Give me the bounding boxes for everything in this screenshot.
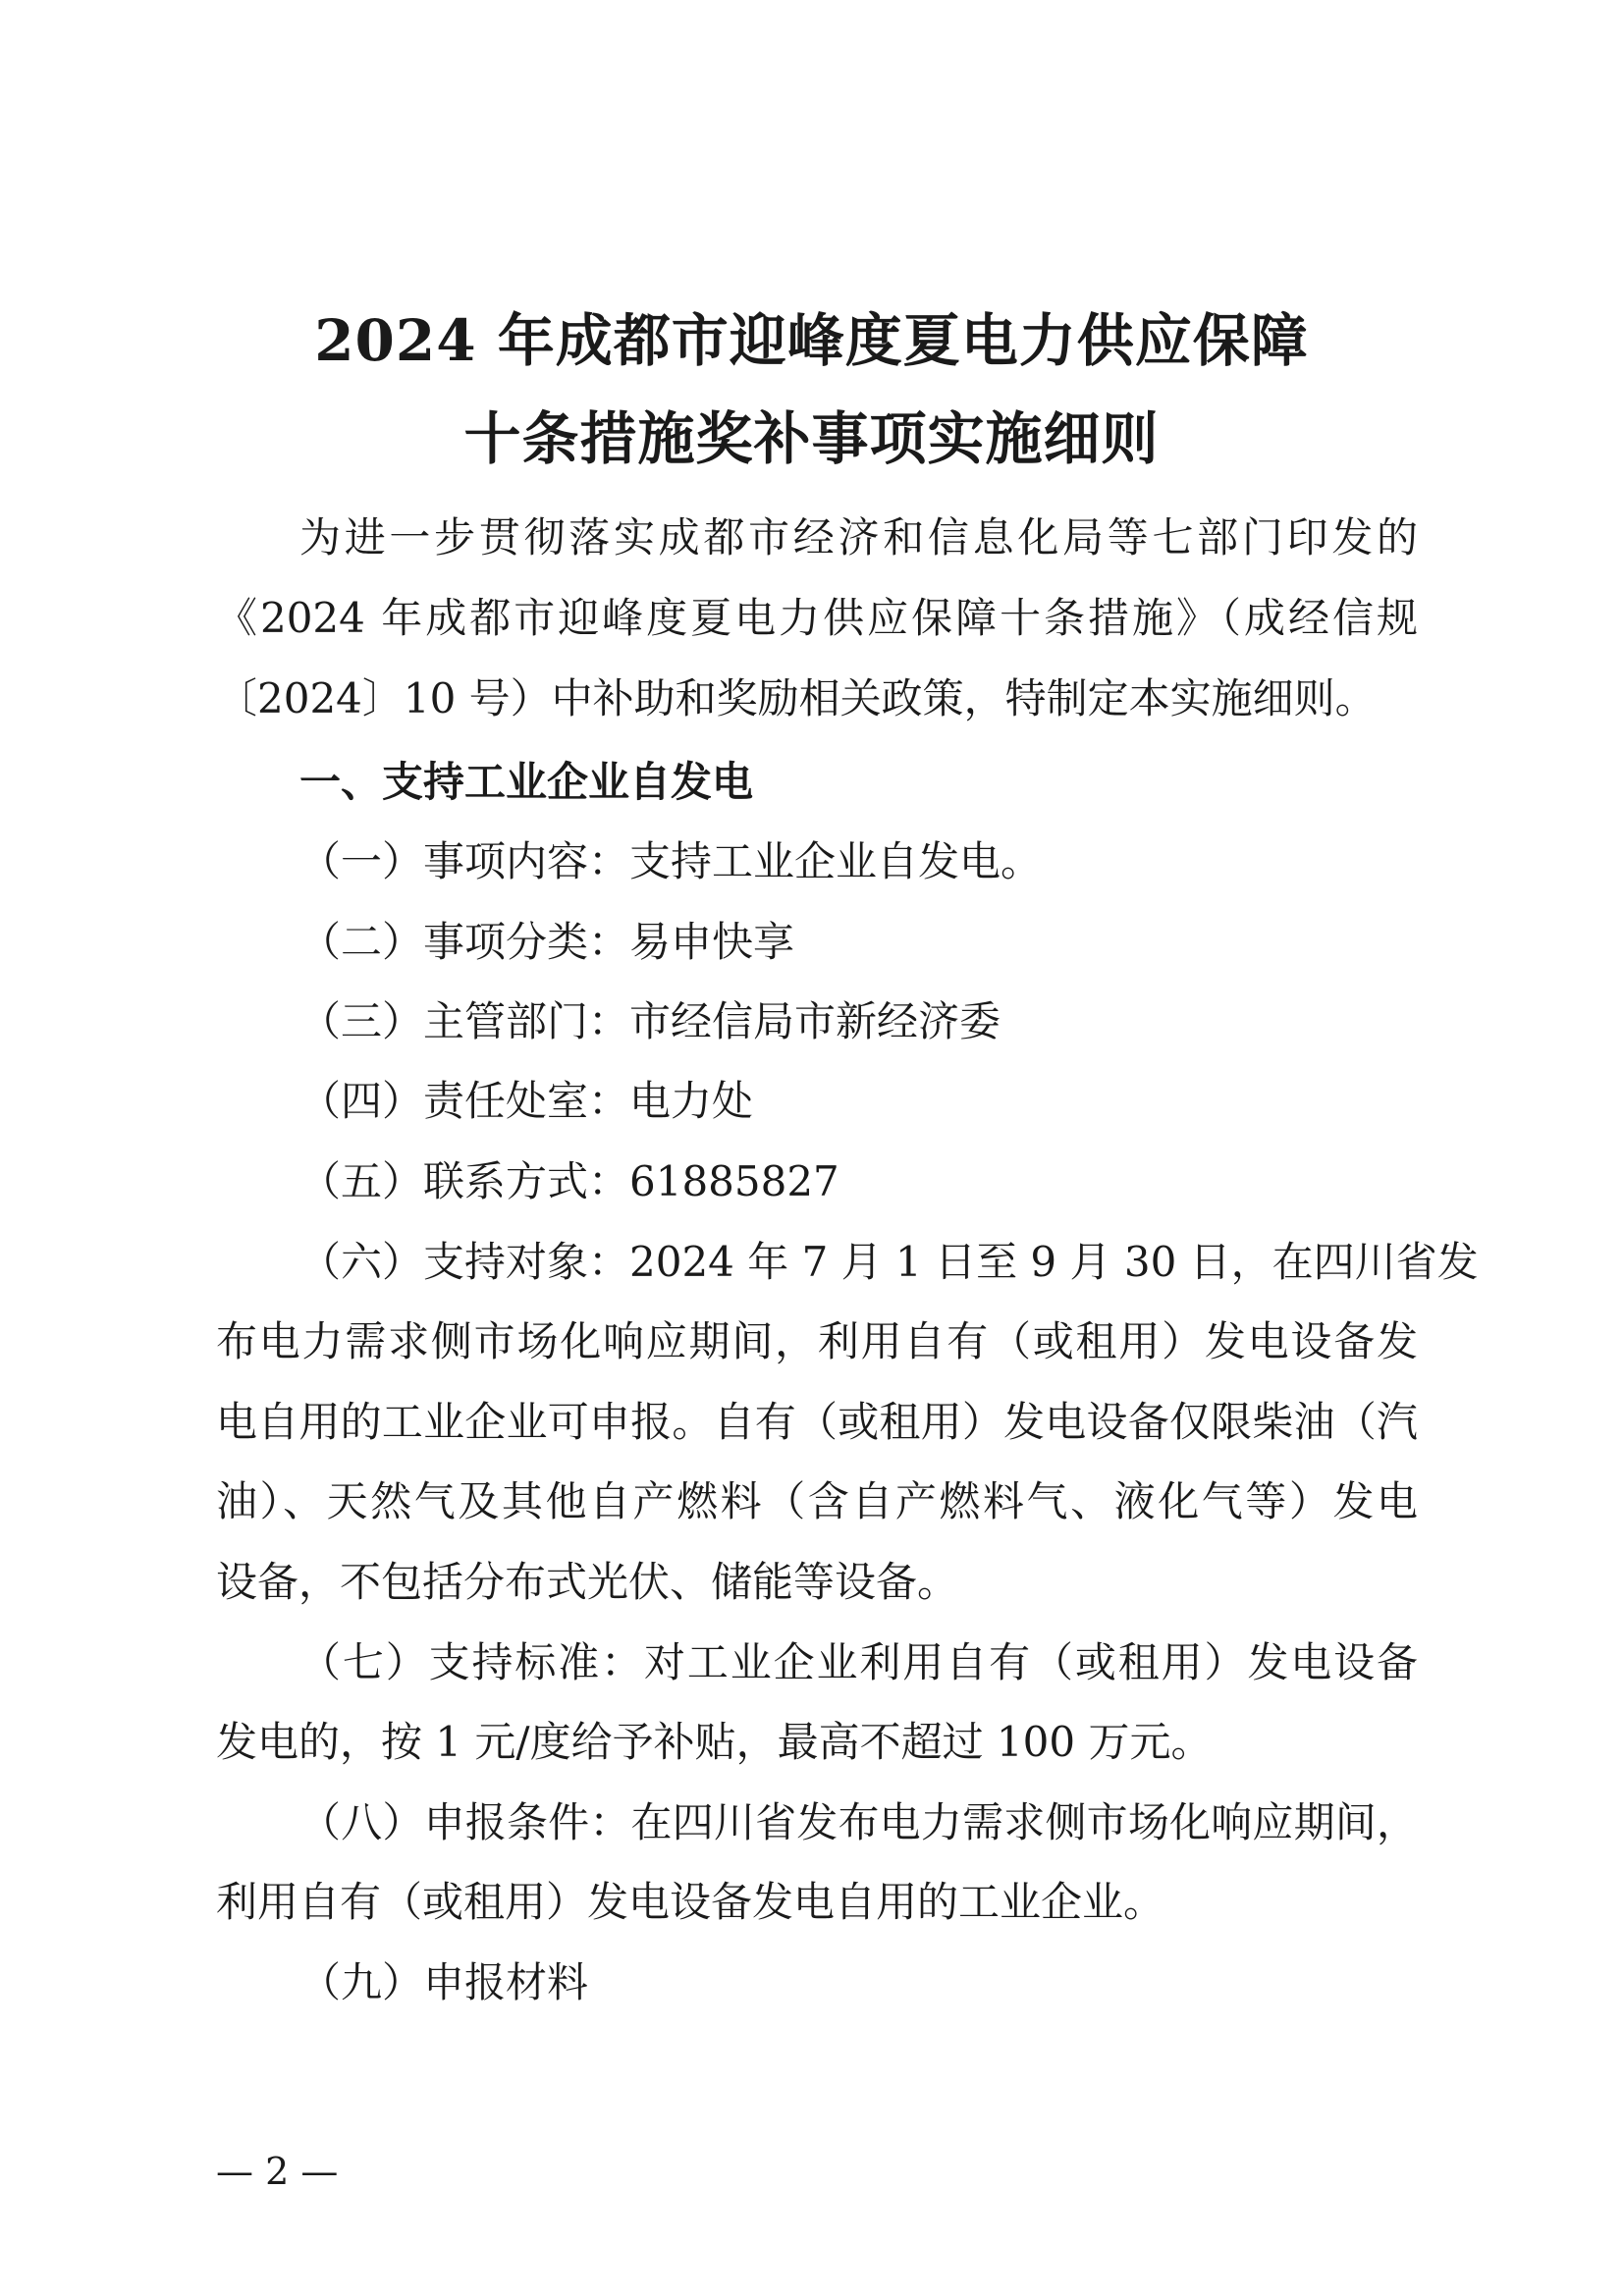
item-materials: （九）申报材料 bbox=[299, 1958, 589, 2006]
item-support-target-line-5: 设备，不包括分布式光伏、储能等设备。 bbox=[216, 1558, 959, 1606]
item-conditions-line-1: （八）申报条件：在四川省发布电力需求侧市场化响应期间， bbox=[299, 1798, 1418, 1846]
item-support-standard-line-2: 发电的，按 1 元/度给予补贴，最高不超过 100 万元。 bbox=[216, 1718, 1213, 1766]
item-office: （四）责任处室：电力处 bbox=[299, 1077, 754, 1125]
page-number: — 2 — bbox=[216, 2150, 339, 2193]
item-support-target-line-1: （六）支持对象：2024 年 7 月 1 日至 9 月 30 日，在四川省发 bbox=[299, 1238, 1479, 1286]
item-department: （三）主管部门：市经信局市新经济委 bbox=[299, 997, 1001, 1045]
document-title-line-1: 2024 年成都市迎峰度夏电力供应保障 bbox=[314, 307, 1309, 374]
item-contact: （五）联系方式：61885827 bbox=[299, 1157, 839, 1205]
item-category: （二）事项分类：易申快享 bbox=[299, 918, 795, 966]
intro-line-3: 〔2024〕10 号）中补助和奖励相关政策，特制定本实施细则。 bbox=[216, 674, 1377, 722]
item-content: （一）事项内容：支持工业企业自发电。 bbox=[299, 837, 1043, 885]
item-support-target-line-3: 电自用的工业企业可申报。自有（或租用）发电设备仅限柴油（汽 bbox=[216, 1398, 1418, 1446]
intro-line-2: 《2024 年成都市迎峰度夏电力供应保障十条措施》（成经信规 bbox=[216, 594, 1418, 642]
section-heading: 一、支持工业企业自发电 bbox=[299, 758, 754, 806]
intro-line-1: 为进一步贯彻落实成都市经济和信息化局等七部门印发的 bbox=[299, 513, 1418, 561]
item-conditions-line-2: 利用自有（或租用）发电设备发电自用的工业企业。 bbox=[216, 1878, 1165, 1926]
item-support-standard-line-1: （七）支持标准：对工业企业利用自有（或租用）发电设备 bbox=[299, 1638, 1418, 1686]
document-title-line-2: 十条措施奖补事项实施细则 bbox=[463, 405, 1160, 472]
item-support-target-line-2: 布电力需求侧市场化响应期间，利用自有（或租用）发电设备发 bbox=[216, 1317, 1418, 1365]
item-support-target-line-4: 油）、天然气及其他自产燃料（含自产燃料气、液化气等）发电 bbox=[216, 1477, 1418, 1525]
